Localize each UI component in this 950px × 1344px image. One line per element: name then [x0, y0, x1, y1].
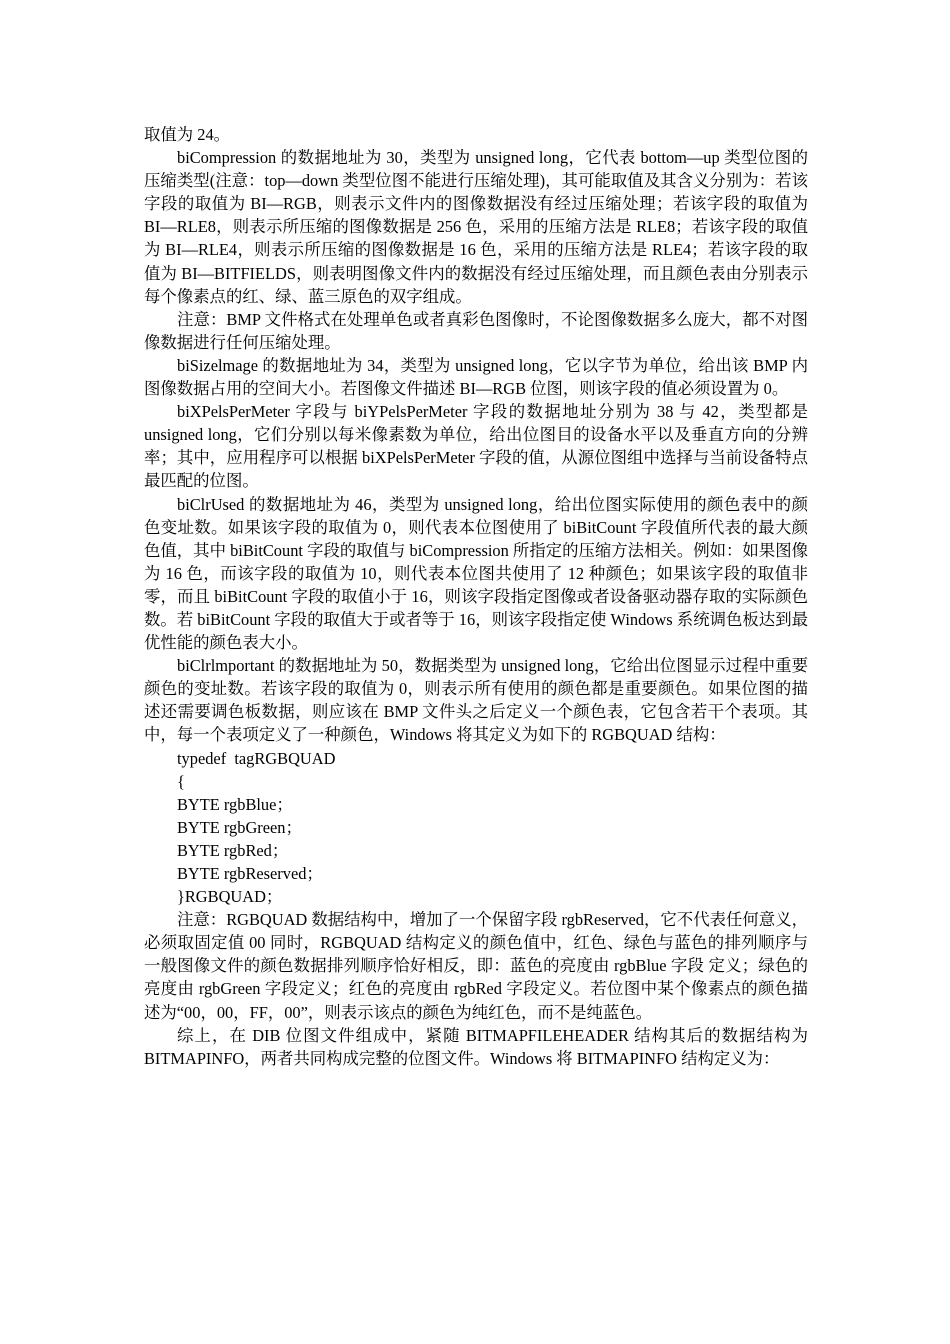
document-page — [144, 123, 808, 1070]
paragraph-pelspermeter: biXPelsPerMeter 字段与 biYPelsPerMeter 字段的数据地址分别为 38 与 42，类型都是 unsigned long，它们分别以每米像素数为单位，给出位图目的设备水平以及垂直方向的分辨率；其中，应用程序可以根据 biXPelsPerMeter 字段的值，从源位图组中选择与当前设备特点最匹配的位图。 — [144, 402, 808, 491]
paragraph-biclrused: biClrUsed 的数据地址为 46，类型为 unsigned long，给出位图实际使用的颜色表中的颜色变址数。如果该字段的取值为 0，则代表本位图使用了 biBitCount 字段值所代表的最大颜色值，其中 biBitCount 字段的取值与 biCompression 所指定的压缩方法相关。例如：如果图像为 16 色，而该字段的取值为 10，则代表本位图共使用了 12 种颜色；如果该字段的取值非零，而且 biBitCount 字段的取值小于 16，则该字段指定图像或者设备驱动器存取的实际颜色数。若 biBitCount 字段的取值大于或者等于 16，则该字段指定使 Windows 系统调色板达到最优性能的颜色表大小。 — [144, 494, 808, 653]
paragraph-summary-bitmapinfo: 综上，在 DIB 位图文件组成中，紧随 BITMAPFILEHEADER 结构其后的数据结构为 BITMAPINFO，两者共同构成完整的位图文件。Windows 将 BITMAPINFO 结构定义为： — [144, 1025, 808, 1068]
code-line: BYTE rgbReserved； — [177, 864, 323, 883]
code-line: BYTE rgbRed； — [177, 840, 289, 860]
paragraph-note-rgbquad: 注意：RGBQUAD 数据结构中，增加了一个保留字段 rgbReserved，它不代表任何意义，必须取固定值 00 同时，RGBQUAD 结构定义的颜色值中，红色、绿色与蓝色的排列顺序与一般图像文件的颜色数据排列顺序恰好相反，即：蓝色的亮度由 rgbBlue 字段 定义；绿色的亮度由 rgbGreen 字段定义；红色的亮度由 rgbRed 字段定义。若位图中某个像素点的颜色描述为“00，00，FF，00”，则表示该点的颜色为纯红色，而不是纯蓝色。 — [144, 910, 808, 1022]
code-line: { — [177, 771, 185, 791]
code-line: }RGBQUAD； — [177, 887, 283, 907]
paragraph-continuation: 取值为 24。 — [144, 125, 231, 144]
code-block-rgbquad — [144, 747, 808, 909]
paragraph-biclrimportant: biClrlmportant 的数据地址为 50，数据类型为 unsigned long，它给出位图显示过程中重要颜色的变址数。若该字段的取值为 0，则表示所有使用的颜色都是重要颜色。如果位图的描述还需要调色板数据，则应该在 BMP 文件头之后定义一个颜色表，它包含若干个表项。其中，每一个表项定义了一种颜色，Windows 将其定义为如下的 RGBQUAD 结构： — [144, 656, 808, 745]
code-line: BYTE rgbGreen； — [177, 817, 302, 837]
paragraph-bisizeimage: biSizelmage 的数据地址为 34，类型为 unsigned long，它以字节为单位，给出该 BMP 内图像数据占用的空间大小。若图像文件描述 BI—RGB 位图，则该字段的值必须设置为 0。 — [144, 355, 808, 399]
code-line: typedef tagRGBQUAD — [177, 748, 336, 768]
paragraph-note-bmp: 注意：BMP 文件格式在处理单色或者真彩色图像时，不论图像数据多么庞大，都不对图像数据进行任何压缩处理。 — [144, 309, 808, 352]
code-line: BYTE rgbBlue； — [177, 794, 293, 814]
paragraph-bicompression: biCompression 的数据地址为 30，类型为 unsigned long，它代表 bottom—up 类型位图的压缩类型(注意：top—down 类型位图不能进行压缩处理)，其可能取值及其含义分别为：若该字段的取值为 BI—RGB，则表示文件内的图像数据没有经过压缩处理；若该字段的取值为 BI—RLE8，则表示所压缩的图像数据是 256 色，采用的压缩方法是 RLE8；若该字段的取值为 BI—RLE4，则表示所压缩的图像数据是 16 色，采用的压缩方法是 RLE4；若该字段的取值为 BI—BITFIELDS，则表明图像文件内的数据没有经过压缩处理，而且颜色表由分别表示每个像素点的红、绿、蓝三原色的双字组成。 — [144, 148, 808, 306]
